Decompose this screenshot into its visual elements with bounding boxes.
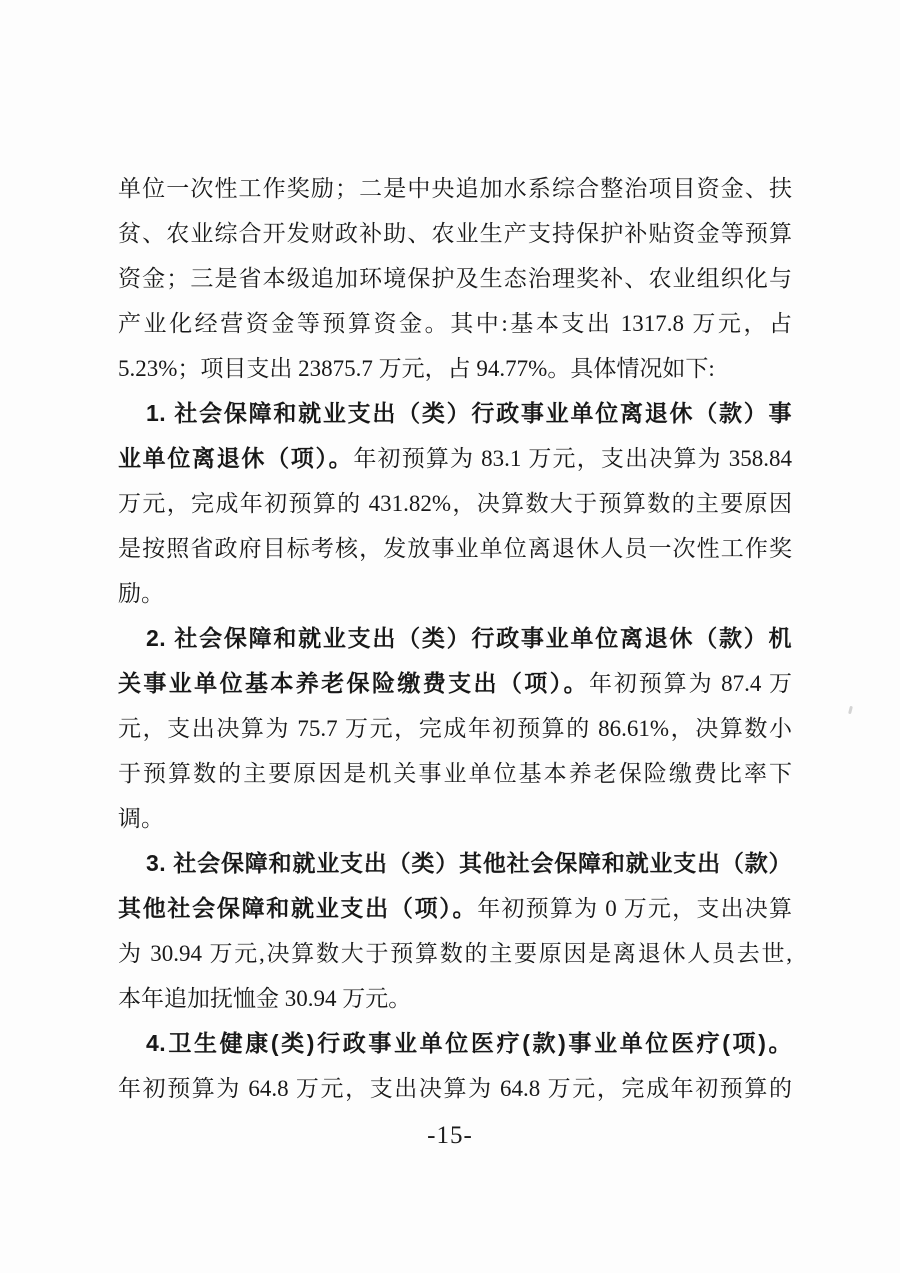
body-segment: 于预算数的主要原因是机关事业单位基本养老保险缴费比率下 (118, 761, 792, 786)
text-line-9 (118, 526, 792, 571)
text-line-7 (118, 436, 792, 481)
scan-artifact (848, 706, 853, 714)
text-line-3 (118, 256, 792, 301)
text-line-5 (118, 346, 792, 391)
text-line-17 (118, 886, 792, 931)
body-segment: 为 30.94 万元,决算数大于预算数的主要原因是离退休人员去世, (118, 941, 792, 966)
body-segment: 调。 (118, 806, 164, 831)
heading-segment: 其他社会保障和就业支出（项）。 (118, 895, 478, 921)
body-segment: 产业化经营资金等预算资金。其中:基本支出 1317.8 万元，占 (118, 311, 792, 336)
heading-segment: 3. 社会保障和就业支出（类）其他社会保障和就业支出（款） (146, 850, 792, 876)
body-segment: 是按照省政府目标考核，发放事业单位离退休人员一次性工作奖 (118, 536, 792, 561)
body-segment: 励。 (118, 581, 164, 606)
body-segment: 本年追加抚恤金 30.94 万元。 (118, 986, 412, 1011)
heading-segment: 业单位离退休（项）。 (118, 445, 354, 471)
body-segment: 单位一次性工作奖励；二是中央追加水系综合整治项目资金、扶 (118, 176, 792, 201)
heading-segment: 1. 社会保障和就业支出（类）行政事业单位离退休（款）事 (146, 400, 792, 426)
text-line-13 (118, 706, 792, 751)
text-line-20 (118, 1021, 792, 1066)
text-line-4 (118, 301, 792, 346)
text-line-18 (118, 931, 792, 976)
text-line-11 (118, 616, 792, 661)
text-line-8 (118, 481, 792, 526)
body-segment: 年初预算为 87.4 万 (589, 671, 792, 696)
heading-segment: 2. 社会保障和就业支出（类）行政事业单位离退休（款）机 (146, 625, 792, 651)
text-line-14 (118, 751, 792, 796)
text-line-6 (118, 391, 792, 436)
text-line-21 (118, 1066, 792, 1111)
text-block (118, 166, 792, 1111)
text-line-19 (118, 976, 792, 1021)
text-line-10 (118, 571, 792, 616)
body-segment: 5.23%；项目支出 23875.7 万元，占 94.77%。具体情况如下: (118, 356, 715, 381)
text-line-2 (118, 211, 792, 256)
text-line-15 (118, 796, 792, 841)
heading-segment: 4.卫生健康(类)行政事业单位医疗(款)事业单位医疗(项)。 (146, 1030, 792, 1056)
body-segment: 年初预算为 64.8 万元，支出决算为 64.8 万元，完成年初预算的 (118, 1076, 792, 1101)
body-segment: 万元，完成年初预算的 431.82%，决算数大于预算数的主要原因 (118, 491, 792, 516)
text-line-12 (118, 661, 792, 706)
body-segment: 年初预算为 0 万元，支出决算 (477, 896, 792, 921)
text-line-1 (118, 166, 792, 211)
body-segment: 元，支出决算为 75.7 万元，完成年初预算的 86.61%，决算数小 (118, 716, 792, 741)
body-segment: 贫、农业综合开发财政补助、农业生产支持保护补贴资金等预算 (118, 221, 792, 246)
page-number: -15- (427, 1122, 473, 1149)
body-segment: 资金；三是省本级追加环境保护及生态治理奖补、农业组织化与 (118, 266, 792, 291)
body-segment: 年初预算为 83.1 万元，支出决算为 358.84 (353, 446, 792, 471)
text-line-16 (118, 841, 792, 886)
heading-segment: 关事业单位基本养老保险缴费支出（项）。 (118, 670, 589, 696)
